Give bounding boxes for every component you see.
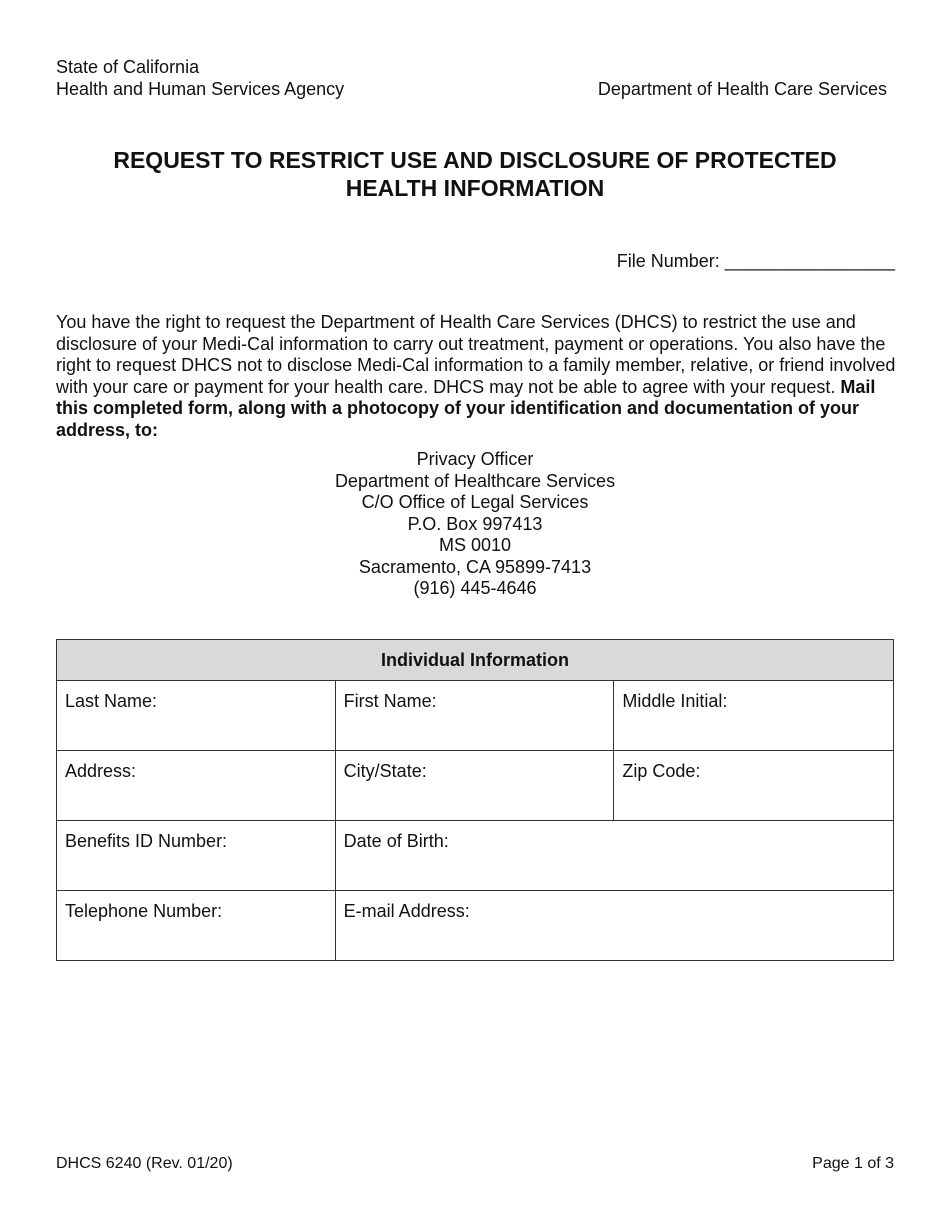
intro-mail-instructions: Mail this completed form, along with a photocopy of your identification and documentation of your address, to: <box>56 376 876 440</box>
city-state-field[interactable]: City/State: <box>335 751 614 821</box>
benefits-id-field[interactable]: Benefits ID Number: <box>57 821 336 891</box>
header-state: State of California <box>56 57 200 77</box>
page-number: Page 1 of 3 <box>812 1155 894 1172</box>
form-id: DHCS 6240 (Rev. 01/20) <box>56 1155 233 1172</box>
zip-code-field[interactable]: Zip Code: <box>614 751 894 821</box>
email-field[interactable]: E-mail Address: <box>335 891 893 961</box>
telephone-field[interactable]: Telephone Number: <box>57 891 336 961</box>
mailing-address <box>56 449 894 600</box>
address-line: MS 0010 <box>438 535 512 555</box>
address-line: Department of Healthcare Services <box>334 470 616 491</box>
page-title <box>56 146 894 202</box>
address-line: Sacramento, CA 95899-7413 <box>358 556 592 577</box>
individual-information-table <box>56 639 894 961</box>
table-header: Individual Information <box>57 640 894 681</box>
intro-paragraph <box>56 312 896 441</box>
title-line-2: HEALTH INFORMATION <box>345 175 605 201</box>
address-line: (916) 445-4646 <box>413 578 537 598</box>
header-department: Department of Health Care Services <box>597 79 887 99</box>
date-of-birth-field[interactable]: Date of Birth: <box>335 821 893 891</box>
title-line-1: REQUEST TO RESTRICT USE AND DISCLOSURE OF PROTECTED <box>113 147 837 173</box>
address-line: C/O Office of Legal Services <box>361 492 589 512</box>
header-agency-name: Health and Human Services Agency <box>56 79 345 99</box>
header-agency <box>56 56 344 100</box>
middle-initial-field[interactable]: Middle Initial: <box>614 681 894 751</box>
last-name-field[interactable]: Last Name: <box>57 681 336 751</box>
address-line: P.O. Box 997413 <box>407 513 543 534</box>
first-name-field[interactable]: First Name: <box>335 681 614 751</box>
file-number-field[interactable]: File Number: _________________ <box>616 251 895 271</box>
address-field[interactable]: Address: <box>57 751 336 821</box>
intro-text: You have the right to request the Department of Health Care Services (DHCS) to restrict the use and disclosure of your Medi-Cal information to carry out treatment, payment or operations. You also have the right to request DHCS not to disclose Medi-Cal information to a family member, relative, or friend involved with your care or payment for your health care. DHCS may not be able to agree with your request. <box>56 312 896 397</box>
address-line: Privacy Officer <box>416 449 534 469</box>
